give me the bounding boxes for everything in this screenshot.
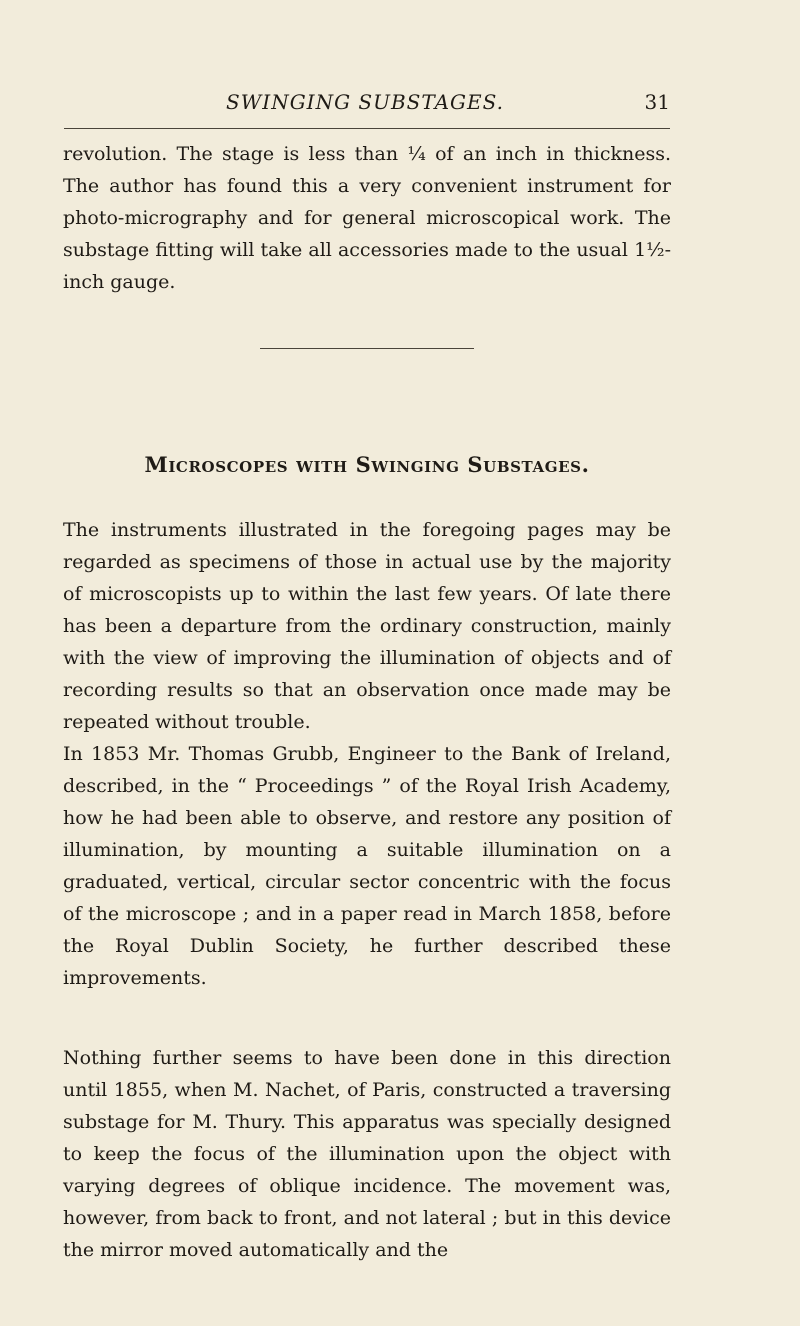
paragraph-continuation: revolution. The stage is less than ¼ of an inch in thickness. The author has found this a very convenient instrument for photo-micrography and for general microscopical work. The substage fitting will take all accessories made to the usual 1½-inch gauge.	[63, 143, 671, 293]
paragraph-2: In 1853 Mr. Thomas Grubb, Engineer to the Bank of Ireland, described, in the “ Proceedings ” of the Royal Irish Academy, how he had been able to observe, and restore any position of illumination, by mounting a suitable illumination on a graduated, vertical, circular sector concentric with the focus of the microscope ; and in a paper read in March 1858, before the Royal Dublin Society, he further described these improvements.	[63, 743, 671, 989]
paragraph-1: The instruments illustrated in the foregoing pages may be regarded as specimens of those in actual use by the majority of microscopists up to within the last few years. Of late there has been a departure from the ordinary construction, mainly with the view of improving the illumination of objects and of recording results so that an observation once made may be repeated without trouble.	[63, 519, 671, 733]
page-number: 31	[644, 90, 670, 114]
section-divider	[260, 348, 474, 349]
running-title: SWINGING SUBSTAGES.	[226, 90, 504, 114]
header-rule	[64, 128, 670, 129]
paragraph-3: Nothing further seems to have been done in this direction until 1855, when M. Nachet, of Paris, constructed a traversing substage for M. Thury. This apparatus was specially designed to keep the focus of the illumination upon the object with varying degrees of oblique incidence. The movement was, however, from back to front, and not lateral ; but in this device the mirror moved automatically and the	[63, 1047, 671, 1261]
running-head	[60, 90, 670, 122]
section-heading: Microscopes with Swinging Substages.	[144, 452, 590, 477]
